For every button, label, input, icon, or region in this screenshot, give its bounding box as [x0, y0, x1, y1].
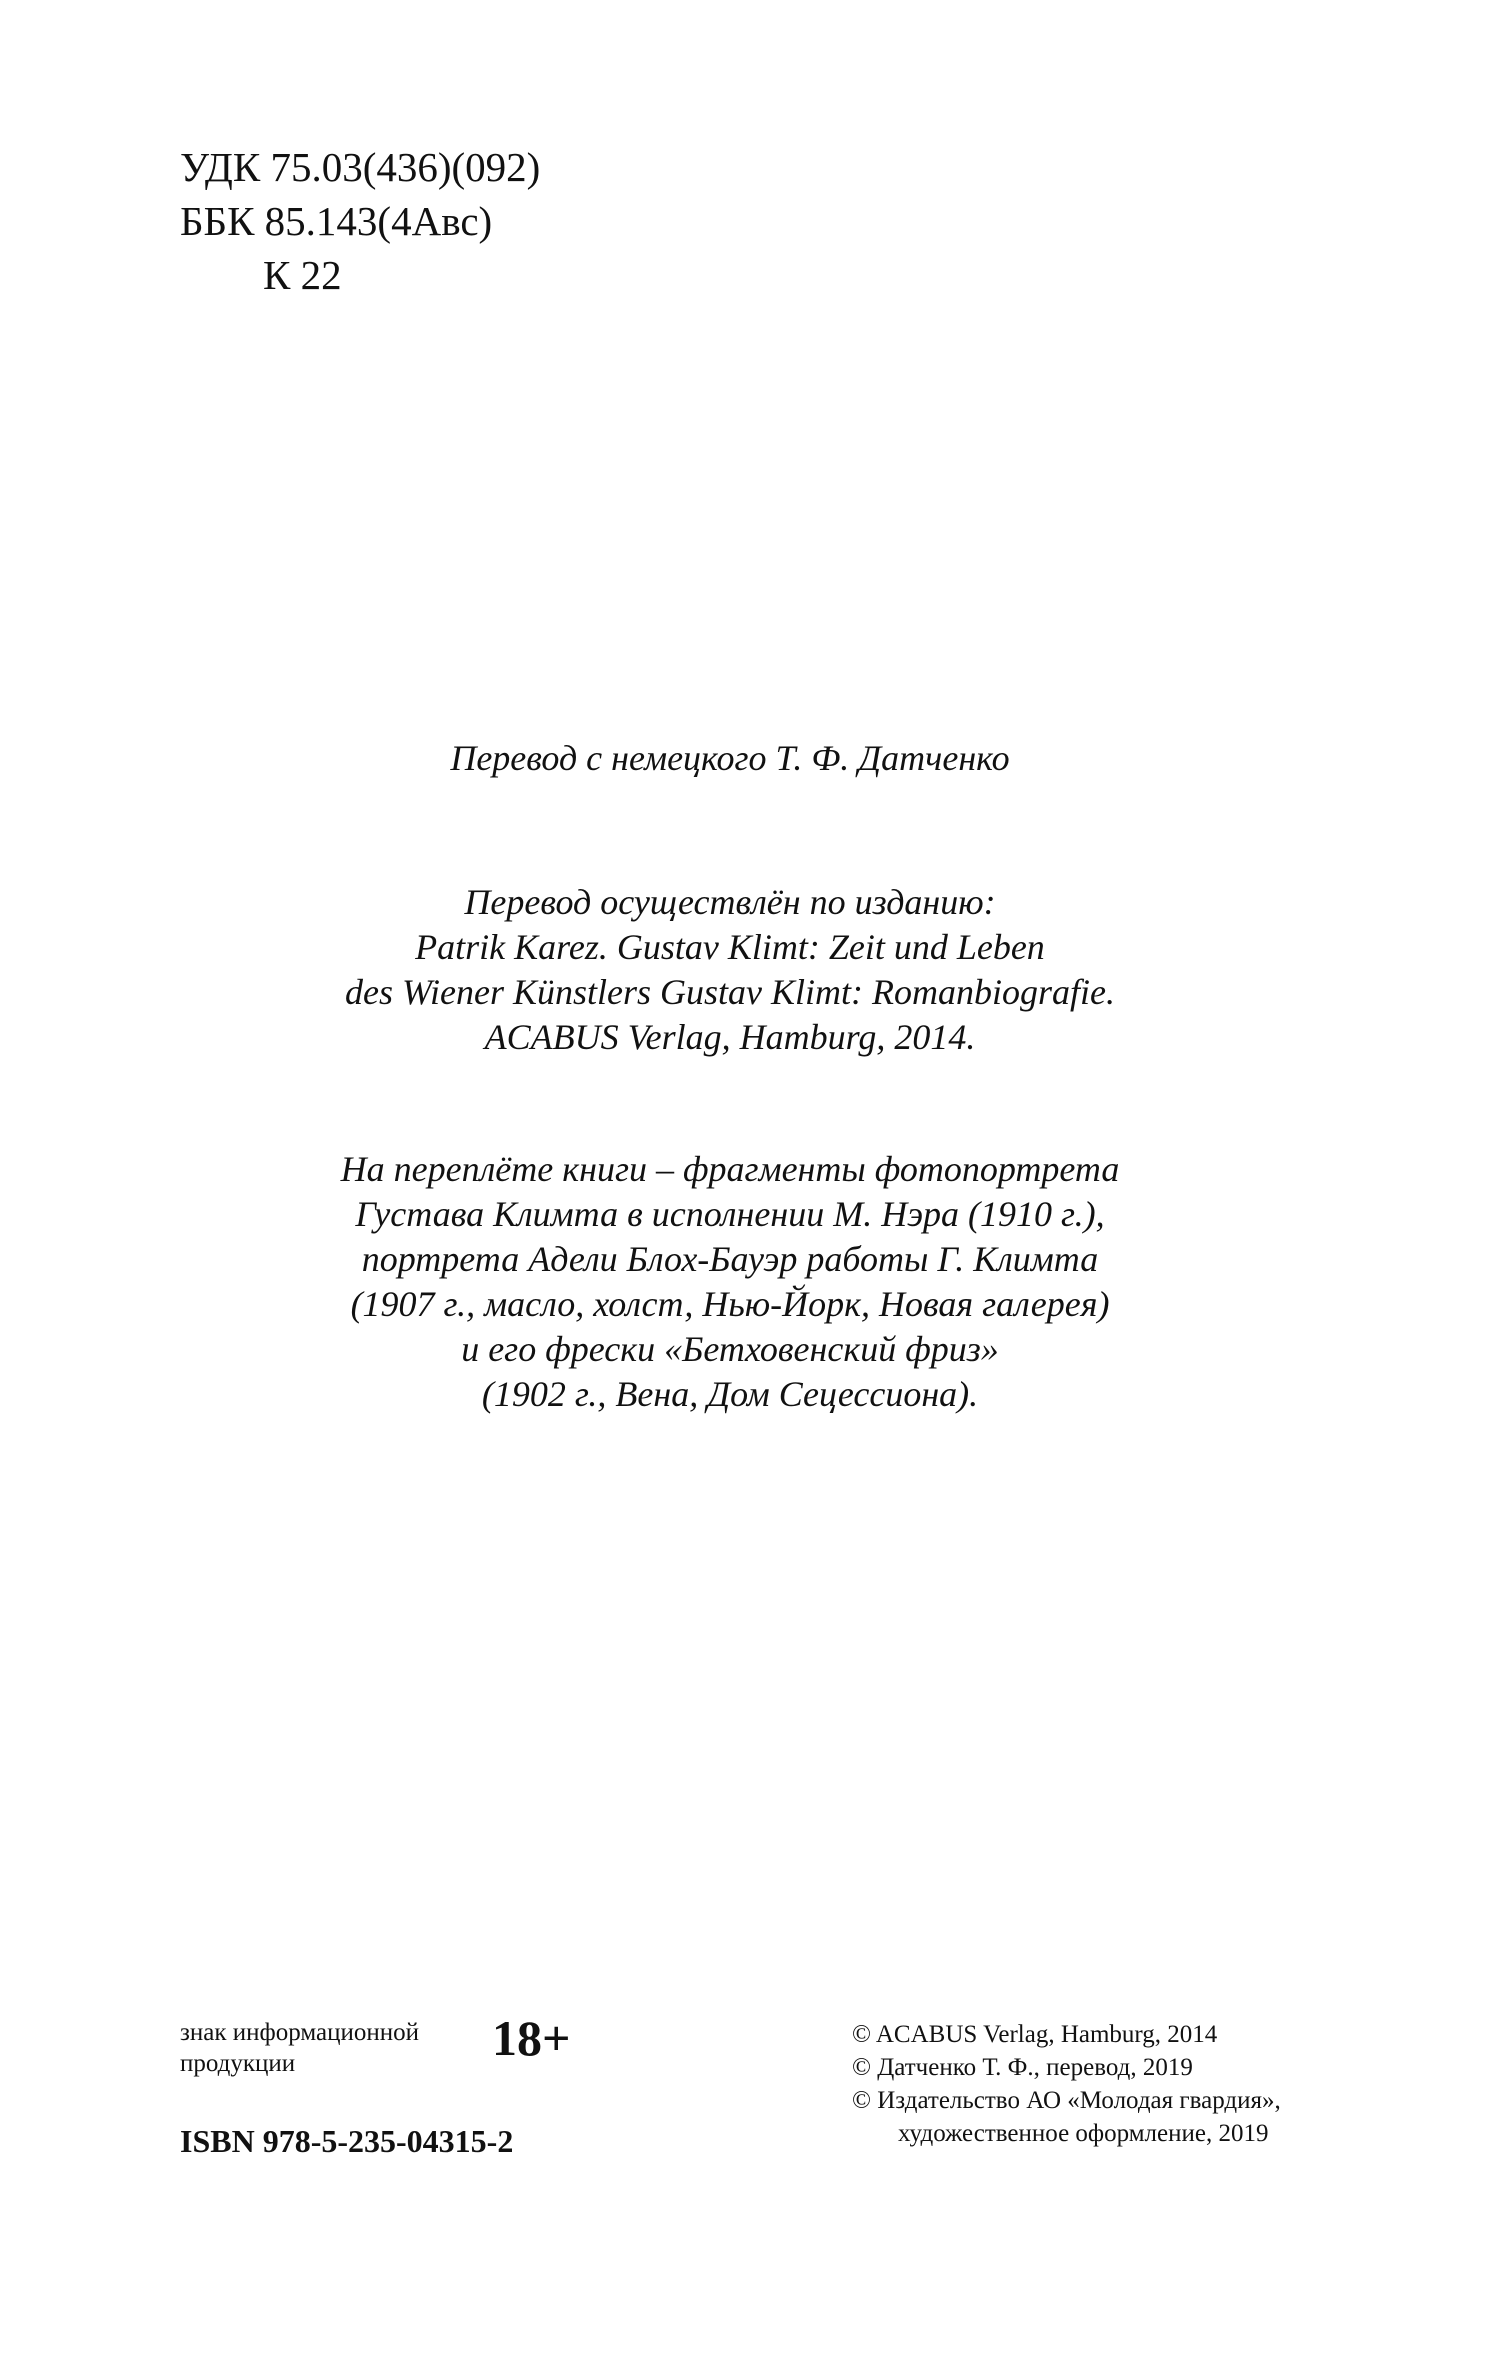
- copyright-block: [852, 2018, 1281, 2150]
- cover-line: На переплёте книги – фрагменты фотопортрета: [340, 1149, 1120, 1189]
- source-edition-note: [300, 880, 1160, 1060]
- classification-block: [180, 140, 540, 302]
- cover-note: [300, 1147, 1160, 1417]
- cover-line: и его фрески «Бетховенский фриз»: [461, 1329, 999, 1369]
- copyright-line: художественное оформление, 2019: [898, 2120, 1269, 2147]
- bbk-code: ББК 85.143(4Авс): [180, 198, 493, 244]
- age-rating-mark: 18+: [492, 2010, 571, 2066]
- translator-line: Перевод с немецкого Т. Ф. Датченко: [450, 738, 1010, 778]
- copyright-line: © Датченко Т. Ф., перевод, 2019: [852, 2054, 1193, 2081]
- cover-line: (1902 г., Вена, Дом Сецессиона).: [481, 1374, 979, 1414]
- cover-line: портрета Адели Блох-Бауэр работы Г. Климта: [361, 1239, 1099, 1279]
- source-line: ACABUS Verlag, Hamburg, 2014.: [484, 1017, 976, 1057]
- udk-code: УДК 75.03(436)(092): [180, 144, 541, 190]
- copyright-line: © Издательство АО «Молодая гвардия»,: [852, 2087, 1281, 2114]
- copyright-line: © ACABUS Verlag, Hamburg, 2014: [852, 2021, 1218, 2048]
- source-line: des Wiener Künstlers Gustav Klimt: Romanbiografie.: [345, 972, 1115, 1012]
- source-line: Перевод осуществлён по изданию:: [464, 882, 996, 922]
- translator-note: [300, 736, 1160, 781]
- cover-line: Густава Климта в исполнении М. Нэра (1910 г.),: [355, 1194, 1105, 1234]
- cover-line: (1907 г., масло, холст, Нью-Йорк, Новая галерея): [350, 1284, 1110, 1324]
- isbn: ISBN 978-5-235-04315-2: [180, 2123, 514, 2159]
- source-line: Patrik Karez. Gustav Klimt: Zeit und Leben: [415, 927, 1045, 967]
- age-rating-label-line: знак информационной: [180, 2019, 419, 2046]
- age-rating-label: [180, 2017, 419, 2079]
- age-rating-label-line: продукции: [180, 2050, 296, 2077]
- author-mark: К 22: [263, 252, 342, 298]
